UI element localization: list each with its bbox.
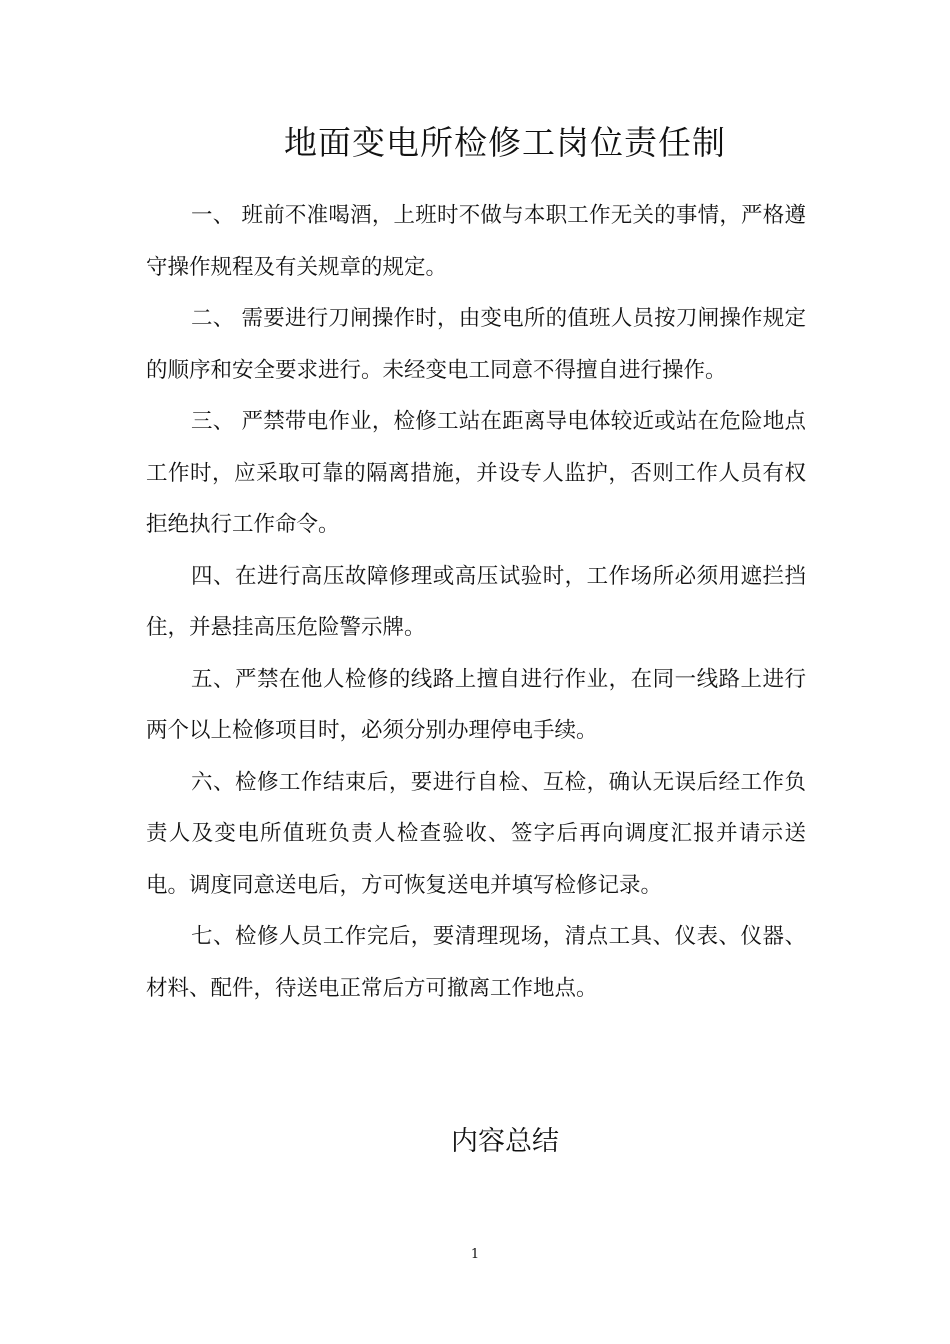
- paragraph-2: 二、 需要进行刀闸操作时，由变电所的值班人员按刀闸操作规定的顺序和安全要求进行。未经变电工同意不得擅自进行操作。: [146, 306, 806, 383]
- document-title: 地面变电所检修工岗位责任制: [284, 123, 726, 162]
- paragraph-6: 六、检修工作结束后，要进行自检、互检，确认无误后经工作负责人及变电所值班负责人检查验收、签字后再向调度汇报并请示送电。调度同意送电后，方可恢复送电并填写检修记录。: [146, 769, 806, 898]
- paragraph-7: 七、检修人员工作完后，要清理现场，清点工具、仪表、仪器、材料、配件，待送电正常后方可撤离工作地点。: [146, 924, 806, 1001]
- page-number: 1: [470, 1247, 480, 1262]
- paragraph-4: 四、在进行高压故障修理或高压试验时，工作场所必须用遮拦挡住，并悬挂高压危险警示牌。: [146, 563, 806, 640]
- paragraph-5: 五、严禁在他人检修的线路上擅自进行作业，在同一线路上进行两个以上检修项目时，必须分别办理停电手续。: [146, 666, 806, 743]
- summary-heading: 内容总结: [451, 1126, 559, 1157]
- paragraph-1: 一、 班前不准喝酒，上班时不做与本职工作无关的事情，严格遵守操作规程及有关规章的规定。: [146, 203, 806, 280]
- paragraph-3: 三、 严禁带电作业，检修工站在距离导电体较近或站在危险地点工作时，应采取可靠的隔离措施，并设专人监护，否则工作人员有权拒绝执行工作命令。: [146, 409, 806, 537]
- document-body: [146, 190, 806, 1014]
